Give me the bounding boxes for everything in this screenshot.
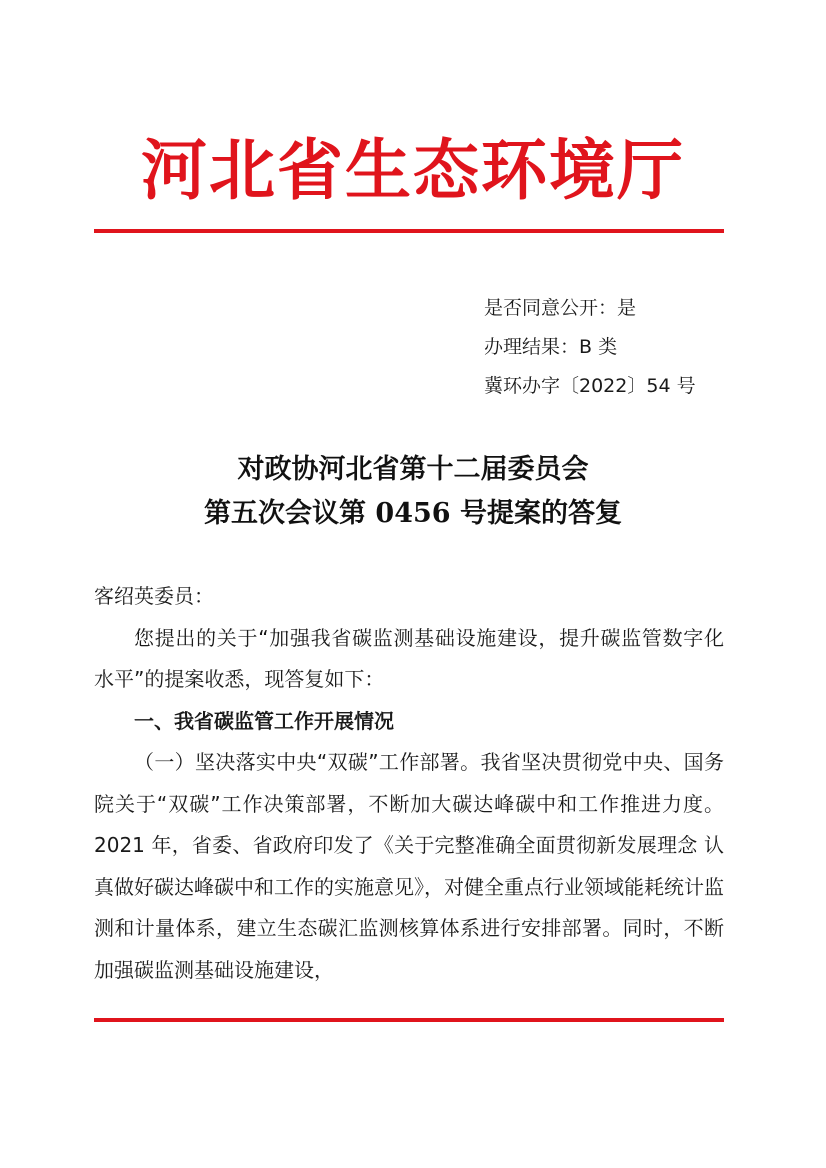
document-meta bbox=[484, 289, 696, 406]
document-number: 冀环办字〔2022〕54 号 bbox=[484, 375, 696, 397]
disclosure-status: 是否同意公开：是 bbox=[484, 297, 637, 319]
title-line-2: 第五次会议第 0456 号提案的答复 bbox=[204, 498, 622, 529]
handling-result: 办理结果：B 类 bbox=[484, 336, 618, 358]
section-heading: 一、我省碳监管工作开展情况 bbox=[134, 708, 394, 733]
masthead-divider bbox=[94, 229, 724, 233]
intro-paragraph: 您提出的关于“加强我省碳监测基础设施建设，提升碳监管数字化水平”的提案收悉，现答复如下： bbox=[94, 625, 724, 691]
footer-divider bbox=[94, 1018, 724, 1022]
document-body bbox=[94, 576, 724, 991]
body-paragraph: （一）坚决落实中央“双碳”工作部署。我省坚决贯彻党中央、国务院关于“双碳”工作决策部署，不断加大碳达峰碳中和工作推进力度。2021 年，省委、省政府印发了《关于完整准确全面贯彻新发展理念 认真做好碳达峰碳中和工作的实施意见》，对健全重点行业领域能耗统计监测和计量体系，建立生态碳汇监测核算体系进行安排部署。同时，不断加强碳监测基础设施建设， bbox=[94, 750, 724, 982]
document-title bbox=[0, 448, 826, 536]
title-line-1: 对政协河北省第十二届委员会 bbox=[237, 454, 589, 485]
masthead-organization: 河北省生态环境厅 bbox=[141, 131, 685, 209]
salutation: 客绍英委员： bbox=[94, 584, 214, 608]
